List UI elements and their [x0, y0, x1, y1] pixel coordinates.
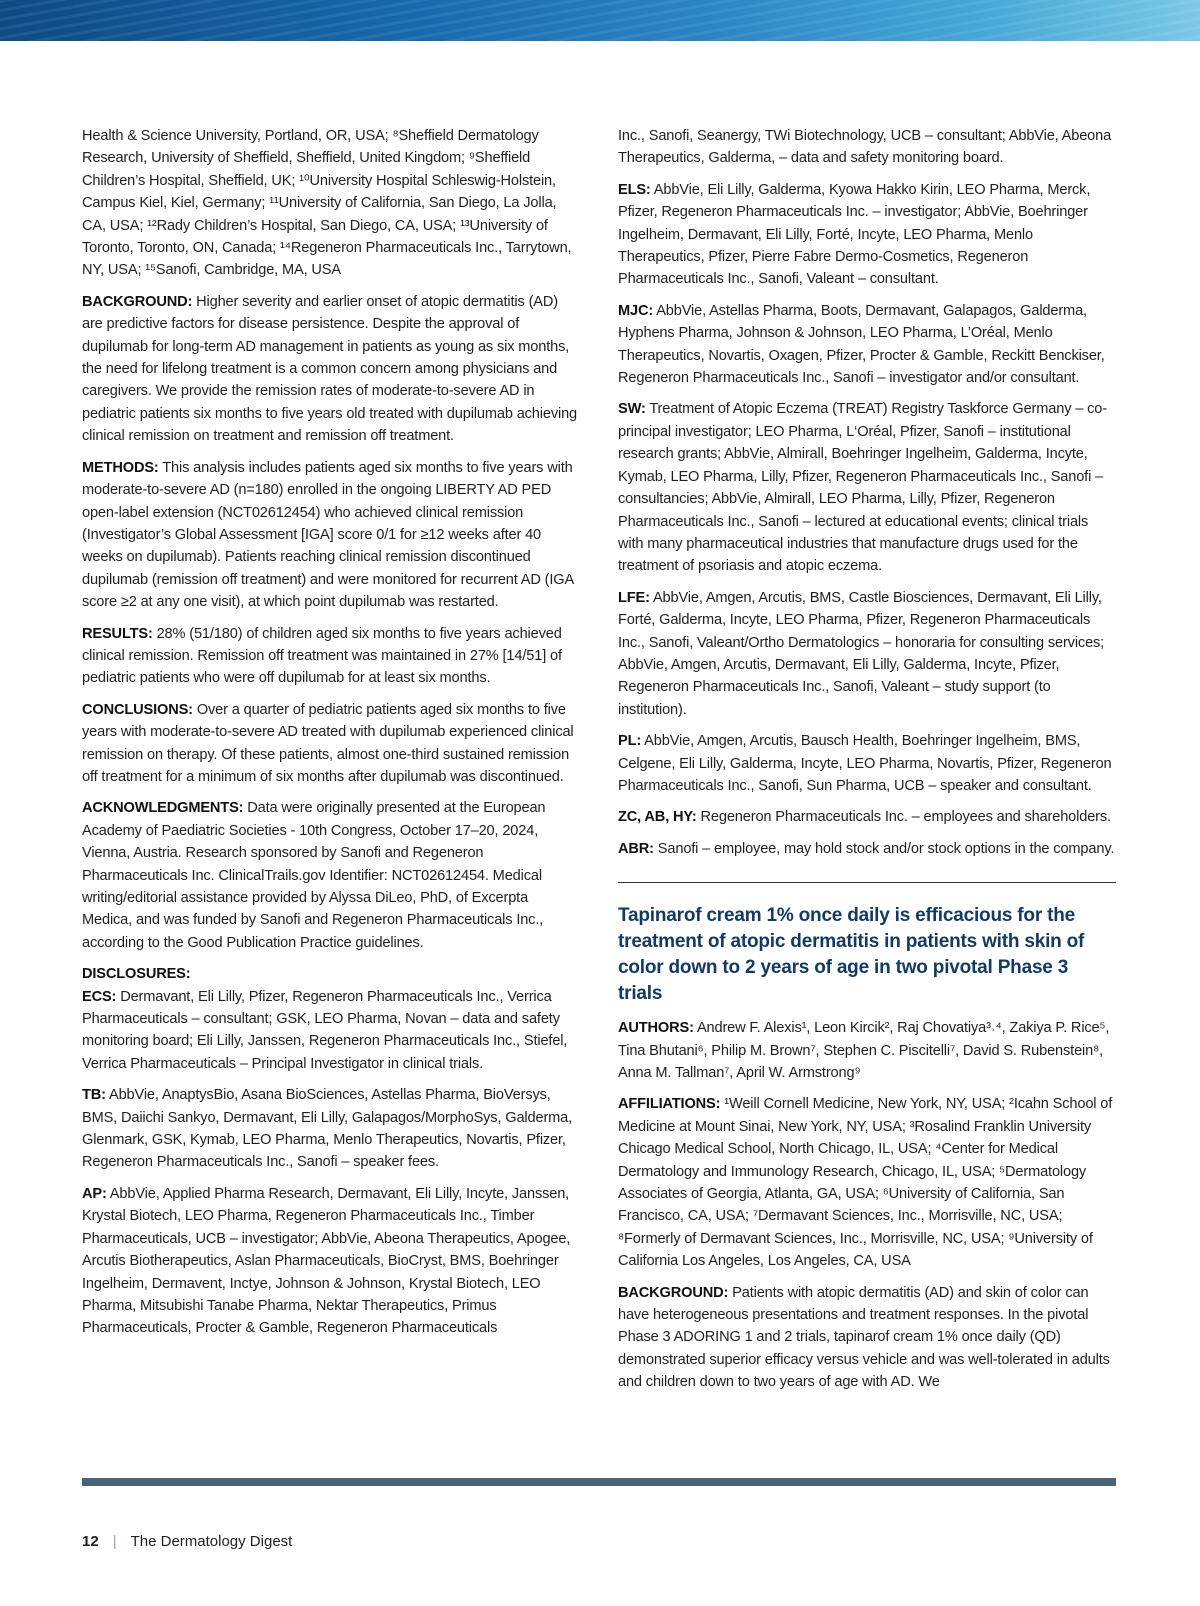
disclosure-mjc: MJC: AbbVie, Astellas Pharma, Boots, Dermavant, Galapagos, Galderma, Hyphens Pharma, Johnson & Johnson, LEO Pharma, L’Oréal, Menlo Therapeutics, Novartis, Oxagen, Pfizer, Procter & Gamble, Reckitt Benckiser, Regeneron Pharmaceuticals Inc., Sanofi – investigator and/or consultant. — [618, 302, 1105, 387]
page-number: 12 — [82, 1533, 99, 1550]
header-ocean-banner — [0, 0, 1200, 41]
disclosure-els: ELS: AbbVie, Eli Lilly, Galderma, Kyowa Hakko Kirin, LEO Pharma, Merck, Pfizer, Regeneron Pharmaceuticals Inc. – investigator; AbbVie, Boehringer Ingelheim, Dermavant, Eli Lilly, Forté, Incyte, LEO Pharma, Menlo Therapeutics, Pfizer, Pierre Fabre Dermo-Cosmetics, Regeneron Pharmaceuticals Inc., Sanofi, Valeant – consultant. — [618, 181, 1091, 288]
article-authors: AUTHORS: Andrew F. Alexis¹, Leon Kircik², Raj Chovatiya³˒⁴, Zakiya P. Rice⁵, Tina Bhutani⁶, Philip M. Brown⁷, Stephen C. Piscitelli⁷, David S. Rubenstein⁸, Anna M. Tallman⁷, April W. Armstrong⁹ — [618, 1020, 1110, 1081]
affiliations-continued: Health & Science University, Portland, OR, USA; ⁸Sheffield Dermatology Research, University of Sheffield, Sheffield, United Kingdom; ⁹Sheffield Children’s Hospital, Sheffield, UK; ¹⁰University Hospital Schleswig-Holstein, Campus Kiel, Kiel, Germany; ¹¹University of California, San Diego, La Jolla, CA, USA; ¹²Rady Children’s Hospital, San Diego, CA, USA; ¹³University of Toronto, Toronto, ON, Canada; ¹⁴Regeneron Pharmaceuticals Inc., Tarrytown, NY, USA; ¹⁵Sanofi, Cambridge, MA, USA — [82, 128, 572, 279]
footer-separator: | — [112, 1533, 117, 1550]
article-background: BACKGROUND: Patients with atopic dermatitis (AD) and skin of color can have heterogeneous presentations and treatment responses. In the pivotal Phase 3 ADORING 1 and 2 trials, tapinarof cream 1% once daily (QD) demonstrated superior efficacy versus vehicle and was well-tolerated in adults and children down to two years of age with AD. We — [618, 1284, 1110, 1391]
disclosure-zc-ab-hy: ZC, AB, HY: Regeneron Pharmaceuticals Inc. – employees and shareholders. — [618, 809, 1111, 826]
right-column — [618, 125, 1116, 1403]
disclosure-ap-continued: Inc., Sanofi, Seanergy, TWi Biotechnology, UCB – consultant; AbbVie, Abeona Therapeutics, Galderma, – data and safety monitoring board. — [618, 128, 1112, 167]
section-divider — [618, 882, 1116, 883]
disclosure-sw: SW: Treatment of Atopic Eczema (TREAT) Registry Taskforce Germany – co-principal investigator; LEO Pharma, L‘Oréal, Pfizer, Sanofi – institutional research grants; AbbVie, Almirall, Boehringer Ingelheim, Galderma, Incyte, Kymab, LEO Pharma, Lilly, Pfizer, Regeneron Pharmaceuticals Inc., Sanofi – consultancies; AbbVie, Almirall, LEO Pharma, Lilly, Pfizer, Regeneron Pharmaceuticals Inc., Sanofi – lectured at educational events; clinical trials with many pharmaceutical industries that manufacture drugs used for the treatment of psoriasis and atopic eczema. — [618, 401, 1107, 575]
conclusions-paragraph: CONCLUSIONS: Over a quarter of pediatric patients aged six months to five years with moderate-to-severe AD treated with dupilumab experienced clinical remission on therapy. Of these patients, almost one-third sustained remission off treatment for a minimum of six months after dupilumab was discontinued. — [82, 701, 574, 785]
footer-bar — [82, 1478, 1116, 1486]
disclosure-ap: AP: AbbVie, Applied Pharma Research, Dermavant, Eli Lilly, Incyte, Janssen, Krystal Biotech, LEO Pharma, Regeneron Pharmaceuticals Inc., Timber Pharmaceuticals, UCB – investigator; AbbVie, Abeona Therapeutics, Apogee, Arcutis Biotherapeutics, Aslan Pharmaceuticals, BioCryst, BMS, Boehringer Ingelheim, Dermavent, Inctye, Johnson & Johnson, Krystal Biotech, LEO Pharma, Mitsubishi Tanabe Pharma, Nektar Therapeutics, Primus Pharmaceuticals, Procter & Gamble, Regeneron Pharmaceuticals — [82, 1185, 571, 1337]
disclosure-pl: PL: AbbVie, Amgen, Arcutis, Bausch Health, Boehringer Ingelheim, BMS, Celgene, Eli Lilly, Galderma, Incyte, LEO Pharma, Novartis, Pfizer, Regeneron Pharmaceuticals Inc., Sanofi, Sun Pharma, UCB – speaker and consultant. — [618, 733, 1112, 794]
publication-name: The Dermatology Digest — [130, 1533, 293, 1550]
article-title: Tapinarof cream 1% once daily is efficacious for the treatment of atopic dermatitis in patients with skin of color down to 2 years of age in two pivotal Phase 3 trials — [618, 905, 1085, 1005]
results-paragraph: RESULTS: 28% (51/180) of children aged six months to five years achieved clinical remission. Remission off treatment was maintained in 27% [14/51] of pediatric patients who were off dupilumab for at least six months. — [82, 625, 562, 687]
disclosure-lfe: LFE: AbbVie, Amgen, Arcutis, BMS, Castle Biosciences, Dermavant, Eli Lilly, Forté, Galderma, Incyte, LEO Pharma, Pfizer, Regeneron Pharmaceuticals Inc., Sanofi, Valeant/Ortho Dermatologics – honoraria for consulting services; AbbVie, Amgen, Arcutis, Dermavant, Eli Lilly, Galderma, Incyte, Pfizer, Regeneron Pharmaceuticals Inc., Sanofi, Valeant – study support (to institution). — [618, 589, 1105, 718]
acknowledgments-paragraph: ACKNOWLEDGMENTS: Data were originally presented at the European Academy of Paediatric Societies - 10th Congress, October 17–20, 2024, Vienna, Austria. Research sponsored by Sanofi and Regeneron Pharmaceuticals Inc. ClinicalTrails.gov Identifier: NCT02612454. Medical writing/editorial assistance provided by Alyssa DiLeo, PhD, of Excerpta Medica, and was funded by Sanofi and Regeneron Pharmaceuticals Inc., according to the Good Publication Practice guidelines. — [82, 800, 546, 951]
disclosures-heading: DISCLOSURES: — [82, 966, 191, 983]
methods-paragraph: METHODS: This analysis includes patients aged six months to five years with moderate-to-severe AD (n=180) enrolled in the ongoing LIBERTY AD PED open-label extension (NCT02612454) who achieved clinical remission (Investigator’s Global Assessment [IGA] score 0/1 for ≥12 weeks after 40 weeks on dupilumab). Patients reaching clinical remission discontinued dupilumab (remission off treatment) and were monitored for recurrent AD (IGA score ≥2 at any one visit), at which point dupilumab was restarted. — [82, 459, 574, 611]
background-paragraph: BACKGROUND: Higher severity and earlier onset of atopic dermatitis (AD) are predictive factors for disease persistence. Despite the approval of dupilumab for long-term AD management in patients as young as six months, the need for lifelong treatment is a common concern among physicians and caregivers. We provide the remission rates of moderate-to-severe AD in pediatric patients six months to five years old treated with dupilumab achieving clinical remission on treatment and remission off treatment. — [82, 293, 577, 445]
disclosure-abr: ABR: Sanofi – employee, may hold stock and/or stock options in the company. — [618, 840, 1115, 857]
disclosure-ecs: ECS: Dermavant, Eli Lilly, Pfizer, Regeneron Pharmaceuticals Inc., Verrica Pharmaceuticals – consultant; GSK, LEO Pharma, Novan – data and safety monitoring board; Eli Lilly, Janssen, Regeneron Pharmaceuticals Inc., Stiefel, Verrica Pharmaceuticals – Principal Investigator in clinical trials. — [82, 988, 568, 1072]
left-column — [82, 125, 578, 1349]
page-footer — [82, 1533, 292, 1550]
disclosure-tb: TB: AbbVie, AnaptysBio, Asana BioSciences, Astellas Pharma, BioVersys, BMS, Daiichi Sankyo, Dermavant, Eli Lilly, Galapagos/MorphoSys, Galderma, Glenmark, GSK, Kymab, LEO Pharma, Menlo Therapeutics, Novartis, Pfizer, Regeneron Pharmaceuticals Inc., Sanofi – speaker fees. — [82, 1087, 573, 1171]
article-affiliations: AFFILIATIONS: ¹Weill Cornell Medicine, New York, NY, USA; ²Icahn School of Medicine at Mount Sinai, New York, NY, USA; ³Rosalind Franklin University Chicago Medical School, North Chicago, IL, USA; ⁴Center for Medical Dermatology and Immunology Research, Chicago, IL, USA; ⁵Dermatology Associates of Georgia, Atlanta, GA, USA; ⁶University of California, San Francisco, CA, USA; ⁷Dermavant Sciences, Inc., Morrisville, NC, USA; ⁸Formerly of Dermavant Sciences, Inc., Morrisville, NC, USA; ⁹University of California Los Angeles, Los Angeles, CA, USA — [618, 1096, 1113, 1270]
